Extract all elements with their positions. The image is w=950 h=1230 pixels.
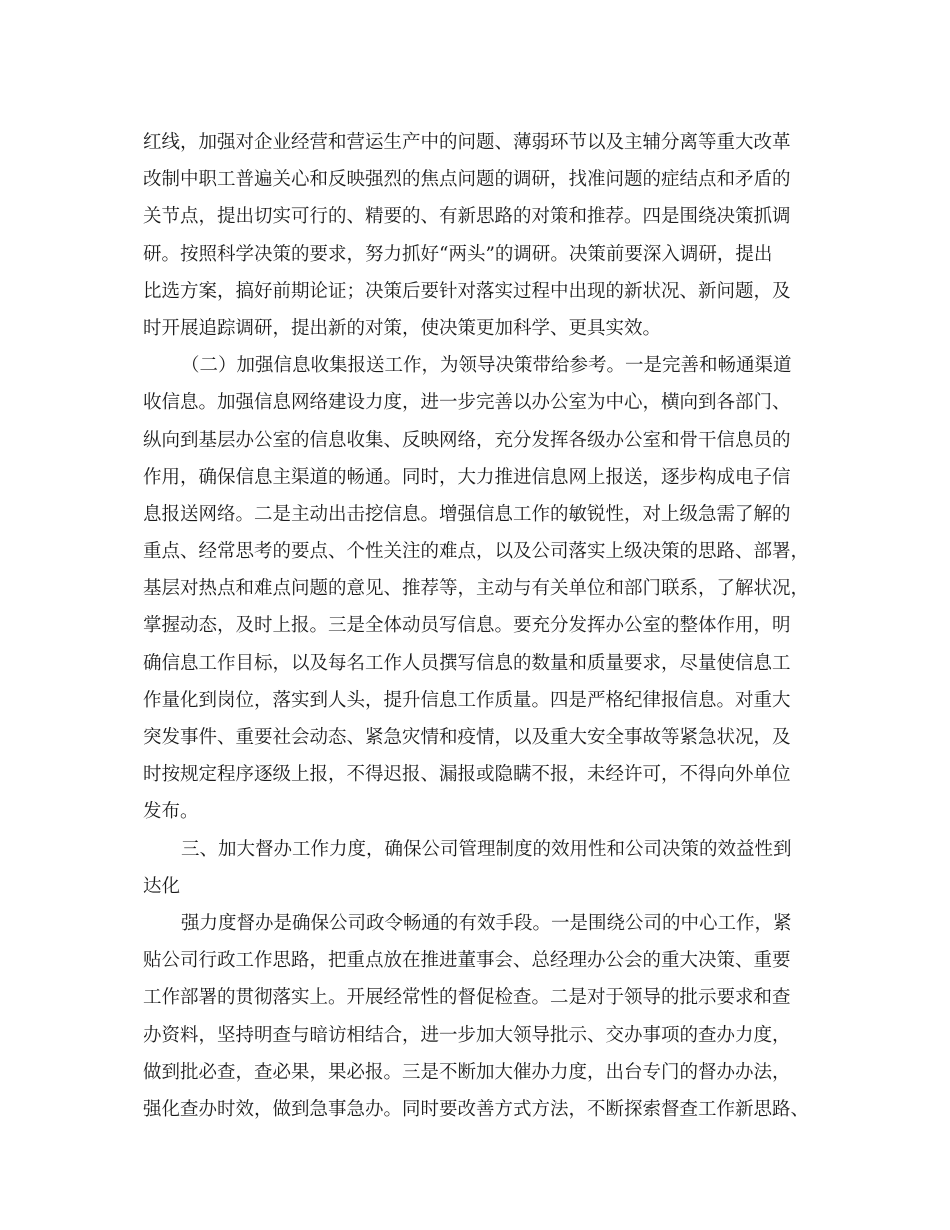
text-line: 重点、经常思考的要点、个性关注的难点，以及公司落实上级决策的思路、部署， bbox=[143, 541, 810, 563]
text-line: 工作部署的贯彻落实上。开展经常性的督促检查。二是对于领导的批示要求和查 bbox=[143, 987, 791, 1009]
text-line: 确信息工作目标，以及每名工作人员撰写信息的数量和质量要求，尽量使信息工 bbox=[143, 652, 791, 674]
text-line: 研。按照科学决策的要求，努力抓好“两头”的调研。决策前要深入调研，提出 bbox=[143, 243, 773, 265]
text-line: 强力度督办是确保公司政令畅通的有效手段。一是围绕公司的中心工作，紧 bbox=[181, 912, 792, 934]
text-line: 纵向到基层办公室的信息收集、反映网络，充分发挥各级办公室和骨干信息员的 bbox=[143, 429, 791, 451]
text-line: 强化查办时效，做到急事急办。同时要改善方式方法，不断探索督查工作新思路、 bbox=[143, 1098, 810, 1120]
text-line: 办资料，坚持明查与暗访相结合，进一步加大领导批示、交办事项的查办力度， bbox=[143, 1024, 791, 1046]
text-line: 时开展追踪调研，提出新的对策，使决策更加科学、更具实效。 bbox=[143, 317, 662, 339]
text-line: 息报送网络。二是主动出击挖信息。增强信息工作的敏锐性，对上级急需了解的 bbox=[143, 503, 791, 525]
text-line: 三、加大督办工作力度，确保公司管理制度的效用性和公司决策的效益性到 bbox=[181, 838, 792, 860]
text-line: 突发事件、重要社会动态、紧急灾情和疫情，以及重大安全事故等紧急状况，及 bbox=[143, 727, 791, 748]
text-line: 发布。 bbox=[143, 801, 199, 823]
text-line: 贴公司行政工作思路，把重点放在推进董事会、总经理办公会的重大决策、重要 bbox=[143, 950, 791, 972]
text-line: 做到批必查，查必果，果必报。三是不断加大催办力度，出台专门的督办办法， bbox=[143, 1061, 791, 1083]
body-text bbox=[143, 124, 813, 1128]
text-line: 作用，确保信息主渠道的畅通。同时，大力推进信息网上报送，逐步构成电子信 bbox=[143, 466, 791, 488]
text-line: 收信息。加强信息网络建设力度，进一步完善以办公室为中心，横向到各部门、 bbox=[143, 392, 791, 414]
text-line: 比选方案，搞好前期论证；决策后要针对落实过程中出现的新状况、新问题，及 bbox=[143, 280, 791, 302]
text-line: 基层对热点和难点问题的意见、推荐等，主动与有关单位和部门联系，了解状况， bbox=[143, 578, 810, 600]
text-line: 掌握动态，及时上报。三是全体动员写信息。要充分发挥办公室的整体作用，明 bbox=[143, 615, 791, 637]
text-line: 时按规定程序逐级上报，不得迟报、漏报或隐瞒不报，未经许可，不得向外单位 bbox=[143, 764, 791, 786]
text-line: 作量化到岗位，落实到人头，提升信息工作质量。四是严格纪律报信息。对重大 bbox=[143, 689, 791, 711]
text-line: 改制中职工普遍关心和反映强烈的焦点问题的调研，找准问题的症结点和矛盾的 bbox=[143, 169, 791, 191]
text-line: 关节点，提出切实可行的、精要的、有新思路的对策和推荐。四是围绕决策抓调 bbox=[143, 206, 791, 228]
text-line: （二）加强信息收集报送工作，为领导决策带给参考。一是完善和畅通渠道 bbox=[181, 355, 792, 377]
text-line: 达化 bbox=[143, 875, 181, 897]
text-line: 红线，加强对企业经营和营运生产中的问题、薄弱环节以及主辅分离等重大改革 bbox=[143, 132, 791, 153]
